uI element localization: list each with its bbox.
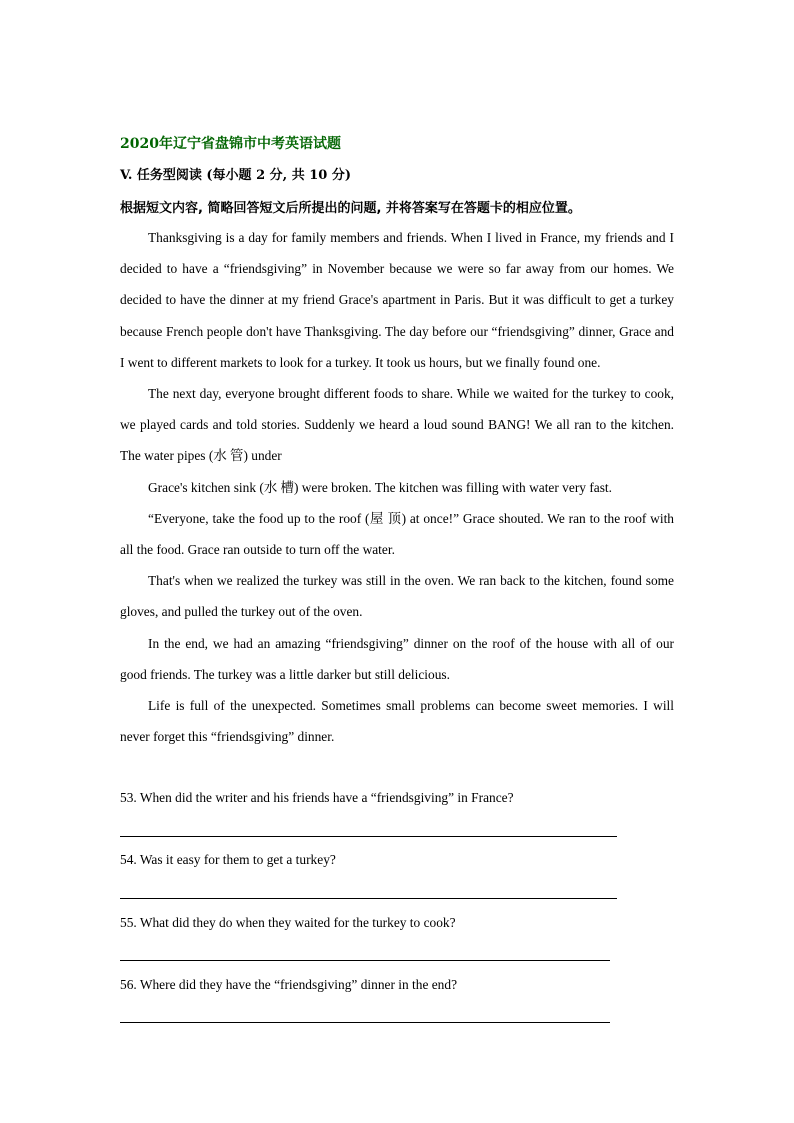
instruction-text: 根据短文内容, 简略回答短文后所提出的问题, 并将答案写在答题卡的相应位置。	[120, 201, 581, 216]
passage-paragraph-3: Grace's kitchen sink (水 槽) were broken. The kitchen was filling with water very fast.	[148, 479, 612, 495]
question-53: 53. When did the writer and his friends have a “friendsgiving” in France?	[120, 790, 514, 805]
reading-passage	[120, 222, 674, 752]
passage-paragraph-2: The next day, everyone brought different foods to share. While we waited for the turkey to cook, we played cards and told stories. Suddenly we heard a loud sound BANG! We all ran to the kitchen. The water pipes (水 管) under	[120, 386, 674, 464]
question-55: 55. What did they do when they waited for the turkey to cook?	[120, 915, 456, 930]
passage-paragraph-5: That's when we realized the turkey was still in the oven. We ran back to the kitchen, found some gloves, and pulled the turkey out of the oven.	[120, 573, 674, 620]
answer-line-55[interactable]	[120, 960, 610, 961]
answer-line-53[interactable]	[120, 836, 617, 837]
passage-paragraph-1: Thanksgiving is a day for family members and friends. When I lived in France, my friends and I decided to have a “friendsgiving” in November because we were so far away from our homes. We decided to have the dinner at my friend Grace's apartment in Paris. But it was difficult to get a turkey because French people don't have Thanksgiving. The day before our “friendsgiving” dinner, Grace and I went to different markets to look for a turkey. It took us hours, but we finally found one.	[120, 230, 674, 370]
exam-title: 2020年辽宁省盘锦市中考英语试题	[120, 136, 341, 152]
passage-paragraph-7: Life is full of the unexpected. Sometimes small problems can become sweet memories. I will never forget this “friendsgiving” dinner.	[120, 698, 674, 745]
answer-line-56[interactable]	[120, 1022, 610, 1023]
answer-line-54[interactable]	[120, 898, 617, 899]
passage-paragraph-6: In the end, we had an amazing “friendsgiving” dinner on the roof of the house with all of our good friends. The turkey was a little darker but still delicious.	[120, 635, 674, 682]
question-56: 56. Where did they have the “friendsgiving” dinner in the end?	[120, 977, 458, 992]
question-54: 54. Was it easy for them to get a turkey?	[120, 852, 336, 867]
passage-paragraph-4: “Everyone, take the food up to the roof (屋 顶) at once!” Grace shouted. We ran to the roof with all the food. Grace ran outside to turn off the water.	[120, 510, 674, 558]
section-heading: V. 任务型阅读 (每小题 2 分, 共 10 分)	[120, 168, 351, 183]
